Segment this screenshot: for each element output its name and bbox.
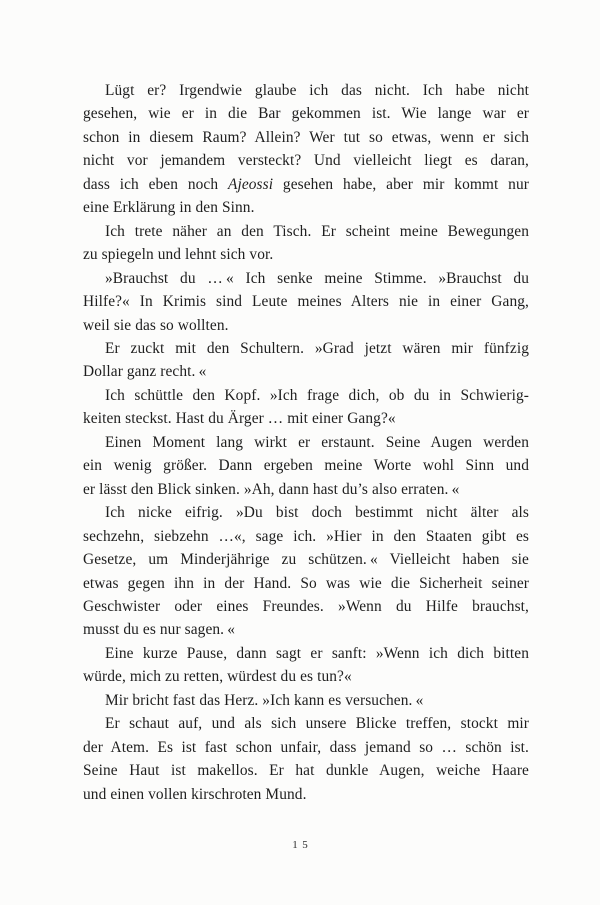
- text-line: [83, 431, 529, 454]
- text-segment: Eine kurze Pause, dann sagt er sanft: »Wenn ich dich bitten: [105, 644, 529, 662]
- text-line: [83, 618, 529, 641]
- text-line: [83, 267, 529, 290]
- text-line: [83, 595, 529, 618]
- text-line: [83, 454, 529, 477]
- text-line: [83, 337, 529, 360]
- text-line: [83, 360, 529, 383]
- text-segment: er lässt den Blick sinken. »Ah, dann hast du’s also erraten. «: [83, 480, 460, 498]
- text-line: [83, 314, 529, 337]
- text-segment: Ich nicke eifrig. »Du bist doch bestimmt nicht älter als: [105, 504, 529, 522]
- text-line: [83, 525, 529, 548]
- paragraph: [83, 712, 529, 806]
- text-segment: Mir bricht fast das Herz. »Ich kann es versuchen. «: [105, 691, 424, 709]
- text-segment: eine Erklärung in den Sinn.: [83, 199, 255, 217]
- text-line: [83, 196, 529, 219]
- text-segment: und einen vollen kirschroten Mund.: [83, 785, 307, 803]
- text-segment: ein wenig größer. Dann ergeben meine Worte wohl Sinn und: [83, 457, 529, 475]
- italic-text: Ajeossi: [227, 175, 274, 193]
- text-segment: der Atem. Es ist fast schon unfair, dass jemand so … schön ist.: [83, 738, 529, 756]
- text-segment: musst du es nur sagen. «: [83, 621, 236, 639]
- paragraph: [83, 79, 529, 220]
- text-segment: gesehen habe, aber mir kommt nur: [273, 175, 529, 193]
- text-segment: Lügt er? Irgendwie glaube ich das nicht. Ich habe nicht: [105, 82, 529, 99]
- text-segment: Einen Moment lang wirkt er erstaunt. Seine Augen werden: [105, 433, 529, 451]
- text-line: [83, 290, 529, 313]
- paragraph: [83, 689, 529, 712]
- text-segment: Geschwister oder eines Freundes. »Wenn du Hilfe brauchst,: [83, 597, 529, 615]
- text-line: [83, 126, 529, 149]
- text-segment: würde, mich zu retten, würdest du es tun?«: [83, 668, 352, 686]
- text-line: [83, 407, 529, 430]
- text-line: [83, 736, 529, 759]
- paragraph: [83, 431, 529, 501]
- text-segment: Hilfe?« In Krimis sind Leute meines Alters nie in einer Gang,: [83, 293, 529, 311]
- paragraph: [83, 642, 529, 689]
- text-line: [83, 665, 529, 688]
- text-segment: nicht vor jemandem versteckt? Und vielleicht liegt es daran,: [83, 152, 529, 170]
- page-number: 15: [292, 839, 313, 851]
- text-segment: weil sie das so wollten.: [83, 316, 229, 334]
- text-line: [83, 572, 529, 595]
- text-line: [83, 79, 529, 102]
- text-segment: Er schaut auf, und als sich unsere Blicke treffen, stockt mir: [105, 715, 529, 733]
- text-line: [83, 102, 529, 125]
- text-line: [83, 759, 529, 782]
- text-line: [83, 548, 529, 571]
- text-line: [83, 149, 529, 172]
- text-segment: keiten steckst. Hast du Ärger … mit einer Gang?«: [83, 410, 396, 428]
- text-line: [83, 783, 529, 806]
- text-segment: Ich schüttle den Kopf. »Ich frage dich, ob du in Schwierig-: [105, 386, 529, 404]
- text-segment: Ich trete näher an den Tisch. Er scheint meine Bewegungen: [105, 222, 529, 240]
- text-line: [83, 689, 529, 712]
- text-segment: Gesetze, um Minderjährige zu schützen. « Vielleicht haben sie: [83, 551, 529, 569]
- text-segment: schon in diesem Raum? Allein? Wer tut so etwas, wenn er sich: [83, 128, 529, 146]
- text-segment: etwas gegen ihn in der Hand. So was wie die Sicherheit seiner: [83, 574, 529, 592]
- text-segment: Er zuckt mit den Schultern. »Grad jetzt wären mir fünfzig: [105, 339, 529, 357]
- text-line: [83, 712, 529, 735]
- text-block: [83, 79, 529, 806]
- text-line: [83, 220, 529, 243]
- text-line: [83, 384, 529, 407]
- paragraph: [83, 501, 529, 642]
- paragraph: [83, 220, 529, 267]
- text-segment: zu spiegeln und lehnt sich vor.: [83, 246, 274, 264]
- paragraph: [83, 337, 529, 384]
- text-line: [83, 173, 529, 196]
- text-line: [83, 478, 529, 501]
- text-line: [83, 501, 529, 524]
- paragraph: [83, 384, 529, 431]
- text-line: [83, 243, 529, 266]
- text-segment: Dollar ganz recht. «: [83, 363, 207, 381]
- text-line: [83, 642, 529, 665]
- text-segment: dass ich eben noch: [83, 175, 228, 193]
- text-segment: Seine Haut ist makellos. Er hat dunkle Augen, weiche Haare: [83, 762, 529, 780]
- text-segment: »Brauchst du … « Ich senke meine Stimme. »Brauchst du: [105, 269, 529, 287]
- paragraph: [83, 267, 529, 337]
- text-segment: sechzehn, siebzehn …«, sage ich. »Hier in den Staaten gibt es: [83, 527, 529, 545]
- text-segment: gesehen, wie er in die Bar gekommen ist. Wie lange war er: [83, 105, 529, 123]
